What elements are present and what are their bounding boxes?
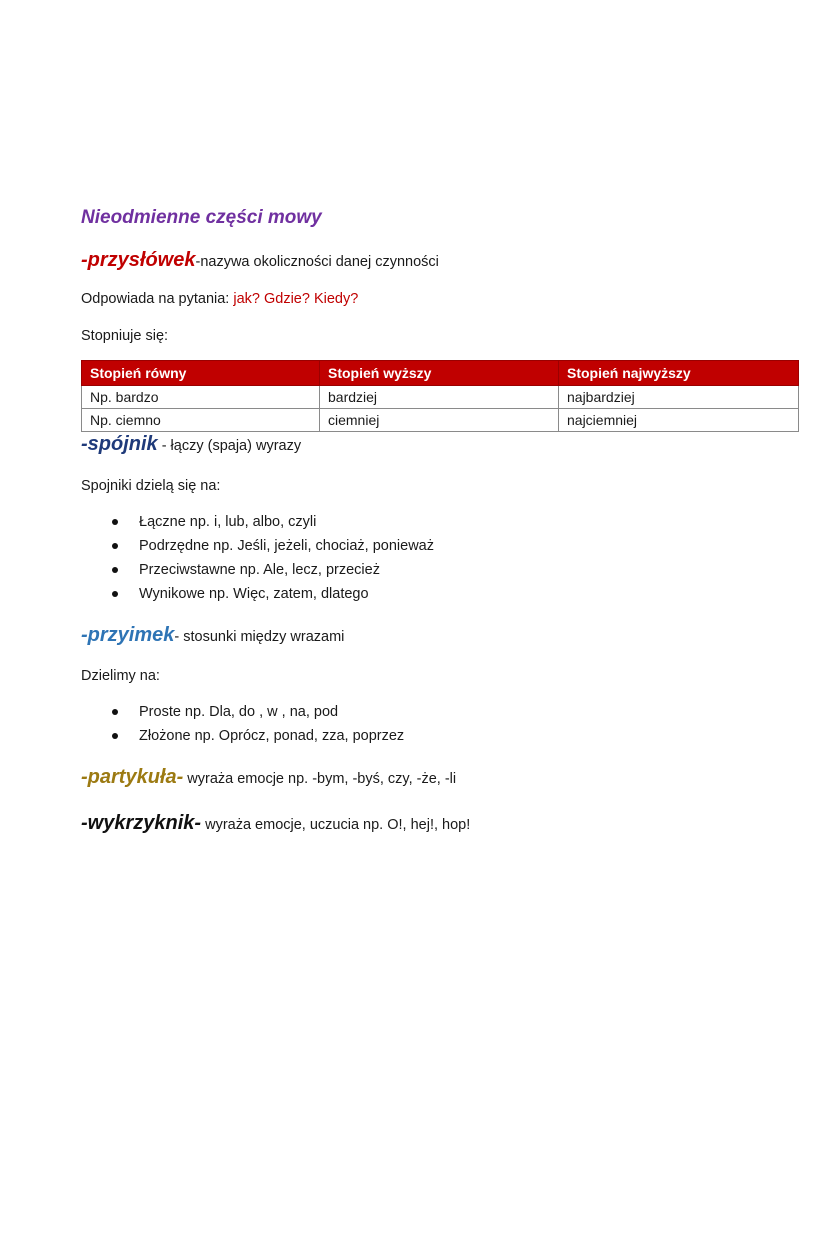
- questions-value: jak? Gdzie? Kiedy?: [233, 291, 359, 307]
- partykula-heading: [81, 766, 456, 789]
- table-cell: bardziej: [320, 386, 559, 409]
- list-item: [112, 582, 434, 606]
- table-row: [82, 409, 799, 432]
- przyimek-heading: [81, 624, 344, 647]
- table-cell: Np. bardzo: [82, 386, 320, 409]
- spojnik-heading: [81, 433, 301, 456]
- table-header-cell: Stopień równy: [82, 361, 320, 386]
- table-header-cell: Stopień najwyższy: [559, 361, 799, 386]
- list-item-text: Przeciwstawne np. Ale, lecz, przecież: [139, 562, 380, 578]
- przyslowek-term: -przysłówek: [81, 249, 196, 271]
- list-item-text: Złożone np. Oprócz, ponad, zza, poprzez: [139, 728, 405, 744]
- list-item: [112, 724, 404, 748]
- page-title: Nieodmienne części mowy: [81, 207, 322, 228]
- list-item-text: Podrzędne np. Jeśli, jeżeli, chociaż, ponieważ: [139, 538, 434, 554]
- list-item: [112, 510, 434, 534]
- list-item: [112, 558, 434, 582]
- bullet-icon: [112, 591, 118, 597]
- przyslowek-questions: [81, 291, 358, 307]
- list-item: [112, 534, 434, 558]
- bullet-icon: [112, 709, 118, 715]
- przyimek-term: -przyimek: [81, 624, 175, 646]
- partykula-term: -partykuła-: [81, 766, 184, 788]
- table-header-row: [82, 361, 799, 386]
- degree-table: [81, 360, 799, 432]
- table-cell: ciemniej: [320, 409, 559, 432]
- bullet-icon: [112, 543, 118, 549]
- wykrzyknik-term: -wykrzyknik-: [81, 812, 202, 834]
- spojnik-intro: Spojniki dzielą się na:: [81, 478, 221, 494]
- table-cell: najbardziej: [559, 386, 799, 409]
- degree-label: Stopniuje się:: [81, 328, 169, 344]
- list-item-text: Łączne np. i, lub, albo, czyli: [139, 514, 317, 530]
- list-item-text: Proste np. Dla, do , w , na, pod: [139, 704, 339, 720]
- spojnik-list: [112, 510, 434, 606]
- wykrzyknik-desc: wyraża emocje, uczucia np. O!, hej!, hop!: [201, 817, 471, 833]
- przyslowek-heading: [81, 249, 439, 272]
- list-item: [112, 700, 404, 724]
- bullet-icon: [112, 733, 118, 739]
- list-item-text: Wynikowe np. Więc, zatem, dlatego: [139, 586, 369, 602]
- table-header-cell: Stopień wyższy: [320, 361, 559, 386]
- przyimek-list: [112, 700, 404, 748]
- table-cell: Np. ciemno: [82, 409, 320, 432]
- questions-label: Odpowiada na pytania:: [81, 291, 234, 307]
- spojnik-desc: - łączy (spaja) wyrazy: [157, 438, 302, 454]
- bullet-icon: [112, 519, 118, 525]
- table-row: [82, 386, 799, 409]
- wykrzyknik-heading: [81, 812, 470, 835]
- bullet-icon: [112, 567, 118, 573]
- przyimek-desc: - stosunki między wrazami: [174, 629, 345, 645]
- table-cell: najciemniej: [559, 409, 799, 432]
- przyslowek-desc: -nazywa okoliczności danej czynności: [195, 254, 439, 270]
- spojnik-term: -spójnik: [81, 433, 158, 455]
- przyimek-intro: Dzielimy na:: [81, 668, 160, 684]
- partykula-desc: wyraża emocje np. -bym, -byś, czy, -że, -li: [183, 771, 457, 787]
